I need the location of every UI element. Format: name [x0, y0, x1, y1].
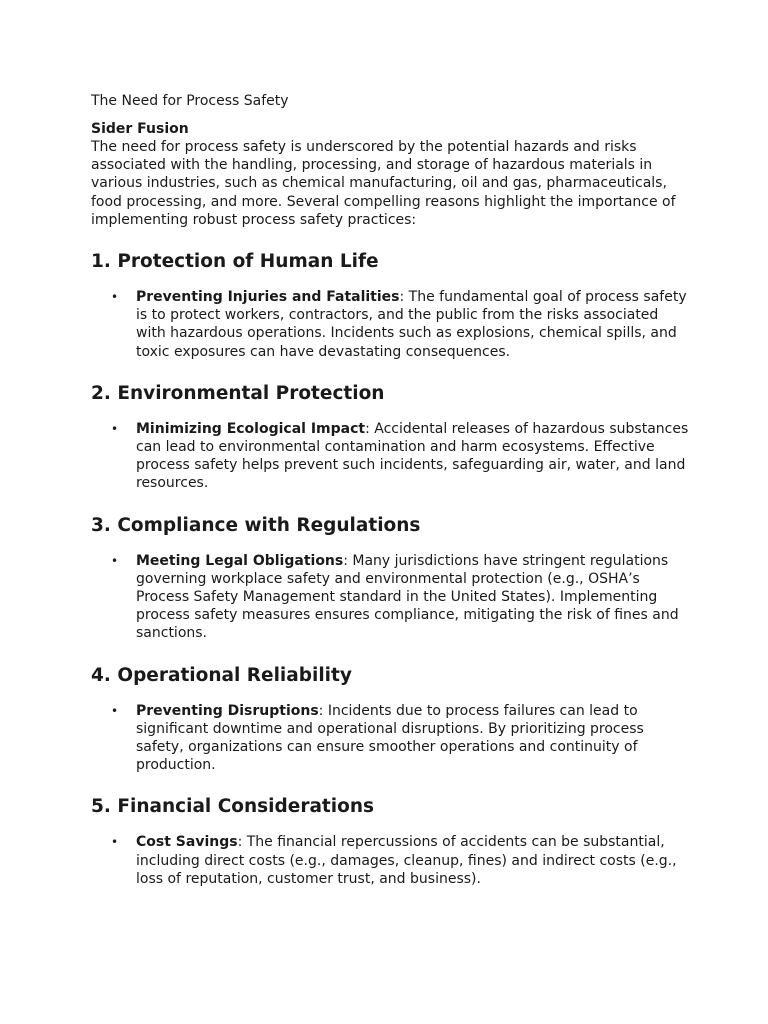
bullet-list — [91, 552, 691, 643]
bullet-item — [91, 833, 691, 888]
bullet-text: : Many jurisdictions have stringent regulations governing workplace safety and environmental protection (e.g., OSHA’s Process Safety Management standard in the United States). Implementing process safety measures ensures compliance, mitigating the risk of fines and sanctions. — [136, 552, 679, 642]
bullet-list — [91, 833, 691, 888]
bullet-list — [91, 288, 691, 361]
bullet-icon: • — [111, 290, 119, 305]
bullet-item — [91, 420, 691, 493]
document-title: The Need for Process Safety — [91, 93, 289, 109]
section-operational-reliability — [91, 664, 691, 775]
bullet-text: : The financial repercussions of accidents can be substantial, including direct costs (e.g., damages, cleanup, fines) and indirect costs (e.g., loss of reputation, customer trust, and business). — [136, 834, 677, 887]
bullet-item — [91, 702, 691, 775]
bullet-term: Cost Savings — [136, 834, 238, 851]
bullet-list — [91, 702, 691, 775]
section-heading: 2. Environmental Protection — [91, 382, 385, 404]
bullet-icon: • — [111, 553, 119, 568]
section-compliance-with-regulations — [91, 514, 691, 643]
intro-paragraph: The need for process safety is underscored by the potential hazards and risks associated with the handling, processing, and storage of hazardous materials in various industries, such as chemical manufacturing, oil and gas, pharmaceuticals, food processing, and more. Several compelling reasons highlight the importance of implementing robust process safety practices: — [91, 139, 676, 228]
section-heading: 3. Compliance with Regulations — [91, 514, 421, 536]
bullet-term: Preventing Disruptions — [136, 702, 319, 719]
section-heading: 1. Protection of Human Life — [91, 251, 379, 273]
bullet-icon: • — [111, 835, 119, 850]
bullet-term: Preventing Injuries and Fatalities — [136, 289, 400, 306]
bullet-item — [91, 552, 691, 643]
section-environmental-protection — [91, 382, 691, 493]
section-heading: 4. Operational Reliability — [91, 664, 352, 686]
document-page — [91, 92, 691, 888]
section-protection-of-human-life — [91, 250, 691, 361]
bullet-term: Minimizing Ecological Impact — [136, 420, 366, 437]
bullet-term: Meeting Legal Obligations — [136, 552, 344, 569]
bullet-icon: • — [111, 703, 119, 718]
bullet-text: : The fundamental goal of process safety is to protect workers, contractors, and the public from the risks associated with hazardous operations. Incidents such as explosions, chemical spills, and toxic exposures can have devastating consequences. — [136, 289, 687, 360]
section-heading: 5. Financial Considerations — [91, 796, 375, 818]
bullet-text: : Accidental releases of hazardous substances can lead to environmental contamination and harm ecosystems. Effective process safety helps prevent such incidents, safeguarding air, water, and land resources. — [136, 420, 689, 492]
bullet-icon: • — [111, 421, 119, 436]
bullet-list — [91, 420, 691, 493]
section-financial-considerations — [91, 795, 691, 888]
bullet-text: : Incidents due to process failures can lead to significant downtime and operational disruptions. By prioritizing process safety, organizations can ensure smoother operations and continuity of production. — [136, 702, 644, 774]
document-author: Sider Fusion — [91, 121, 189, 137]
bullet-item — [91, 288, 691, 361]
